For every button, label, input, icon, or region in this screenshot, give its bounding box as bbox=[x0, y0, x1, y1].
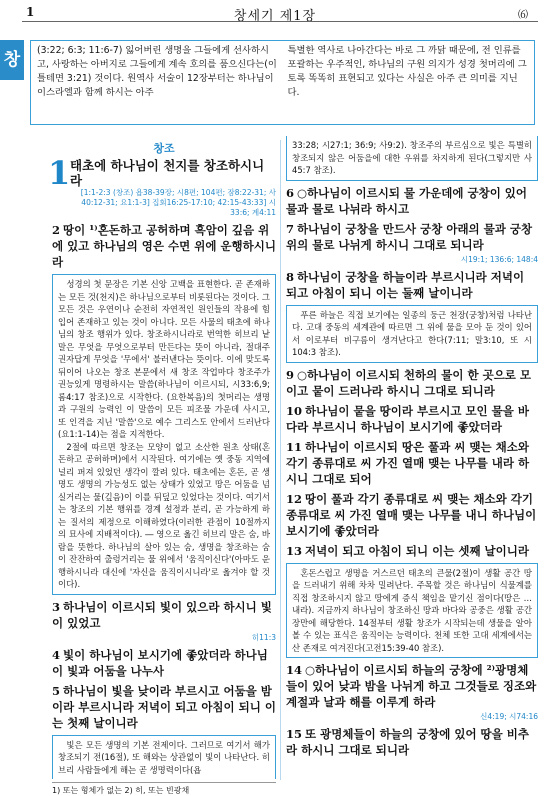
verse-text: ○하나님이 이르시되 물 가운데에 궁창이 있어 물과 물로 나뉘라 하시고 bbox=[286, 185, 528, 216]
verse-text: 저녁이 되고 아침이 되니 이는 셋째 날이니라 bbox=[305, 543, 529, 558]
column-divider bbox=[280, 140, 281, 780]
verse-number: 8 bbox=[286, 269, 295, 284]
left-column bbox=[48, 140, 276, 796]
commentary-paragraph: 혼돈스럽고 생명을 거스르던 태초의 큰물(2절)이 생활 공간 땅을 드러내기 위해 차차 밀려난다. 주목할 것은 하나님이 식물계를 직접 창조하시지 않고 땅에게 증식 책임을 맡기신 점이다(땅은 … 내라). 지금까지 하나님이 창조하신 땅과 바다와 공중은 생활 공간 장만에 해당한다. 14절부터 생활 창조가 시작되는데 생물을 알아볼 수 있는 표식은 움직이는 능력이다. 천체 또한 고대 세계에서는 산 존재로 여겨진다(고전15:39-40 참조). bbox=[292, 567, 532, 653]
verse-5 bbox=[52, 683, 276, 731]
verse-13 bbox=[286, 543, 538, 559]
verse-number: 11 bbox=[286, 439, 303, 454]
commentary-box bbox=[286, 563, 538, 659]
verse-4 bbox=[52, 647, 276, 679]
cross-reference: 신4:19; 시74:16 bbox=[480, 712, 538, 721]
verse-text: 하나님이 뭍을 땅이라 부르시고 모인 물을 바다라 부르시니 하나님이 보시기에 좋았더라 bbox=[286, 403, 529, 434]
verse-14 bbox=[286, 662, 538, 710]
verse-text: 하나님이 빛을 낮이라 부르시고 어둠을 밤이라 부르시니라 저녁이 되고 아침이 되니 이는 첫째 날이니라 bbox=[52, 683, 276, 730]
verse-text: 빛이 하나님이 보시기에 좋았더라 하나님이 빛과 어둠을 나누사 bbox=[52, 647, 268, 678]
right-column bbox=[286, 140, 538, 760]
verse-number: 15 bbox=[286, 727, 303, 741]
commentary-paragraph: 33:28; 시27:1; 36:9; 사9:2). 창조주의 부르심으로 빛은 특별히 창조되지 않은 어둠을에 대한 우위를 차지하게 된다(그렇지만 사45:7 참조). bbox=[292, 140, 532, 175]
verse-number: 7 bbox=[286, 221, 295, 236]
verse-number: 12 bbox=[286, 491, 303, 506]
intro-left-text: (3:22; 6:3; 11:6-7) 잃어버린 생명을 그들에게 선사하시고, 사랑하는 아버지로 그들에게 계속 호의를 품으신다는(이틀테면 3:21) 것이다. 원역사 서술이 12장부터는 하나님이 이스라엘과 함께 하시는 아주 bbox=[37, 45, 277, 98]
verse-text: ○하나님이 이르시되 하늘의 궁창에 ²⁾광명체들이 있어 낮과 밤을 나뉘게 하고 그것들로 징조와 계절과 날과 해를 이루게 하라 bbox=[286, 663, 537, 709]
verse-number: 4 bbox=[52, 647, 61, 662]
footnote: 1) 또는 형체가 없는 2) 히, 또는 빈광채 bbox=[52, 782, 276, 796]
verse-text: 또 광명체들이 하늘의 궁창에 있어 땅을 비추라 하시니 그대로 되니라 bbox=[286, 727, 529, 757]
page-number: 1 bbox=[26, 5, 35, 19]
verse-text: 하나님이 궁창을 하늘이라 부르시니라 저녁이 되고 아침이 되니 이는 둘째 날이니라 bbox=[286, 269, 525, 300]
verse-text: ○하나님이 이르시되 천하의 물이 한 곳으로 모이고 뭍이 드러나라 하시니 그대로 되니라 bbox=[286, 367, 532, 398]
verse-text: 땅이 ¹⁾혼돈하고 공허하며 흑암이 깊음 위에 있고 하나님의 영은 수면 위에 운행하시니라 bbox=[52, 223, 276, 269]
page-header bbox=[0, 0, 550, 24]
verse-2 bbox=[52, 222, 276, 270]
chapter-marker: ⑹ bbox=[518, 10, 528, 21]
verse-8 bbox=[286, 269, 538, 301]
cross-reference: 히11:3 bbox=[251, 632, 276, 642]
verse-number: 2 bbox=[52, 223, 61, 237]
verse-7 bbox=[286, 221, 538, 253]
header-rule bbox=[22, 21, 538, 22]
book-tab: 창 bbox=[0, 40, 24, 80]
verse-text: 하나님이 이르시되 빛이 있으라 하시니 빛이 있었고 bbox=[52, 599, 272, 630]
commentary-box bbox=[52, 274, 276, 595]
commentary-box bbox=[286, 136, 538, 181]
verse-text: 하나님이 궁창을 만드사 궁창 아래의 물과 궁창 위의 물로 나뉘게 하시니 그대로 되니라 bbox=[286, 221, 533, 252]
verse-text: 땅이 풀과 각기 종류대로 씨 맺는 채소와 각기 종류대로 씨 가진 열매 맺는 나무를 내니 하나님이 보시기에 좋았더라 bbox=[286, 491, 537, 538]
verse-12 bbox=[286, 491, 538, 539]
running-title: 창세기 제1장 bbox=[233, 9, 317, 24]
verse-6 bbox=[286, 185, 538, 217]
commentary-box bbox=[286, 305, 538, 363]
cross-reference: 시19:1; 136:6; 148:4 bbox=[460, 254, 538, 264]
verse-15 bbox=[286, 726, 538, 758]
verse-number: 3 bbox=[52, 599, 61, 614]
verse-3 bbox=[52, 599, 276, 631]
verse-number: 13 bbox=[286, 543, 303, 558]
verse-number: 9 bbox=[286, 367, 295, 382]
verse-text: 하나님이 이르시되 땅은 풀과 씨 맺는 채소와 각기 종류대로 씨 가진 열매 맺는 나무를 내라 하시니 그대로 되어 bbox=[286, 439, 530, 486]
verse-number: 10 bbox=[286, 403, 303, 418]
chapter-refs: [1:1-2:3 (창조) 욥38-39장; 시8편; 104편; 잠8:22-31; 사40:12-31; 요1:1-3] 집회16:25-17:10; 42:15-43:33] 시33:6; 계4:11 bbox=[80, 188, 276, 217]
commentary-paragraph: 성경의 첫 문장은 기본 신앙 고백을 표현한다. 곧 존재하는 모든 것(천지)은 하나님으로부터 비롯된다는 것이다. 그 모든 것은 우연이나 순전히 자연적인 원인들의 작용에 힘입어 존재하고 있는 것이 아니다. 모든 사물의 태초에 하나님의 창조 행위가 있다. 창조하시니라로 번역한 히브리 낱말은 무엇을 무엇으로부터 만든다는 뜻이 아니라, 절대주권자답게 무엇을 '무에서' 불러낸다는 뜻이다. 이에 맞도록 뒤이어 나오는 창조 본문에서 새 창조 작업마다 창조주가 권능있게 명령하시는 말씀(하나님이 이르시되, 시33:6,9; 롬4:17 참조)으로 시작한다. (요한복음)의 첫머리는 생명과 구원의 능력인 이 말씀이 모든 피조물 가운데 사시고, 또 인격을 지닌 '말씀'으로 예수 그리스도 안에서 드러난다(요1:1-14)는 점을 지적한다. bbox=[58, 279, 270, 439]
commentary-box bbox=[52, 735, 276, 780]
verse-10 bbox=[286, 403, 538, 435]
intro-right-text: 특별한 역사로 나아간다는 바로 그 까닭 때문에, 전 인류를 포괄하는 우주적인, 하나님의 구원 의지가 성경 첫머리에 그토록 똑똑히 표현되고 있다는 사실은 아주 큰 의미를 지닌다. bbox=[287, 45, 527, 98]
verse-number: 5 bbox=[52, 683, 61, 698]
commentary-paragraph: 2절에 따르면 창조는 모양이 없고 소산한 원초 상태(혼돈하고 공허하며)에서 시작된다. 여기에는 옛 중동 지역에 널리 퍼져 있었던 생각이 깔려 있다. 태초에는 혼돈, 곧 생명도 생명의 가능성도 없는 상태가 있었고 땅은 어둠을 넘실거리는 물(깊음)이 이를 뒤덮고 있었다는 것이다. 여기서는 창조의 기본 행위를 경계 설정과 분리, 곧 가능하게 하는 질서의 제정으로 이해하였다(이러한 관점이 10절까지의 묘사에 지배적이다). ― 영으로 옮긴 히브리 말은 숨, 바람을 뜻한다. 하나님의 살아 있는 숨, 생명을 창조하는 숨이 잔잔하여 출렁거리는 물 위에서 '움직이신다'(아마도 운행하시니라 대신에 '자신을 움직이시니라'로 옮겨야 할 것이다). bbox=[58, 441, 270, 589]
chapter-heading bbox=[48, 154, 276, 218]
verse-11 bbox=[286, 439, 538, 487]
intro-box bbox=[30, 40, 535, 125]
commentary-paragraph: 빛은 모든 생명의 기본 전제이다. 그러므로 여기서 해가 창조되기 전(16절), 또 해와는 상관없이 빛이 나타난다. 히브리 사람들에게 해는 곧 생명력이다(욥 bbox=[58, 739, 270, 775]
commentary-paragraph: 푸른 하늘은 직접 보기에는 일종의 둥근 천장(궁창)처럼 나타난다. 고대 중동의 세계관에 따르면 그 위에 물을 모아 둔 것이 있어서 이로부터 비구름이 생겨난다고 한다(7:11; 말3:10, 또 시104:3 참조). bbox=[292, 309, 532, 357]
section-label: 창조 bbox=[153, 142, 175, 155]
verse-number: 14 bbox=[286, 663, 303, 677]
verse-9 bbox=[286, 367, 538, 399]
chapter-number: 1 bbox=[48, 154, 71, 192]
verse-number: 6 bbox=[286, 185, 295, 200]
chapter-title: 태초에 하나님이 천지를 창조하시니라 bbox=[70, 158, 265, 188]
